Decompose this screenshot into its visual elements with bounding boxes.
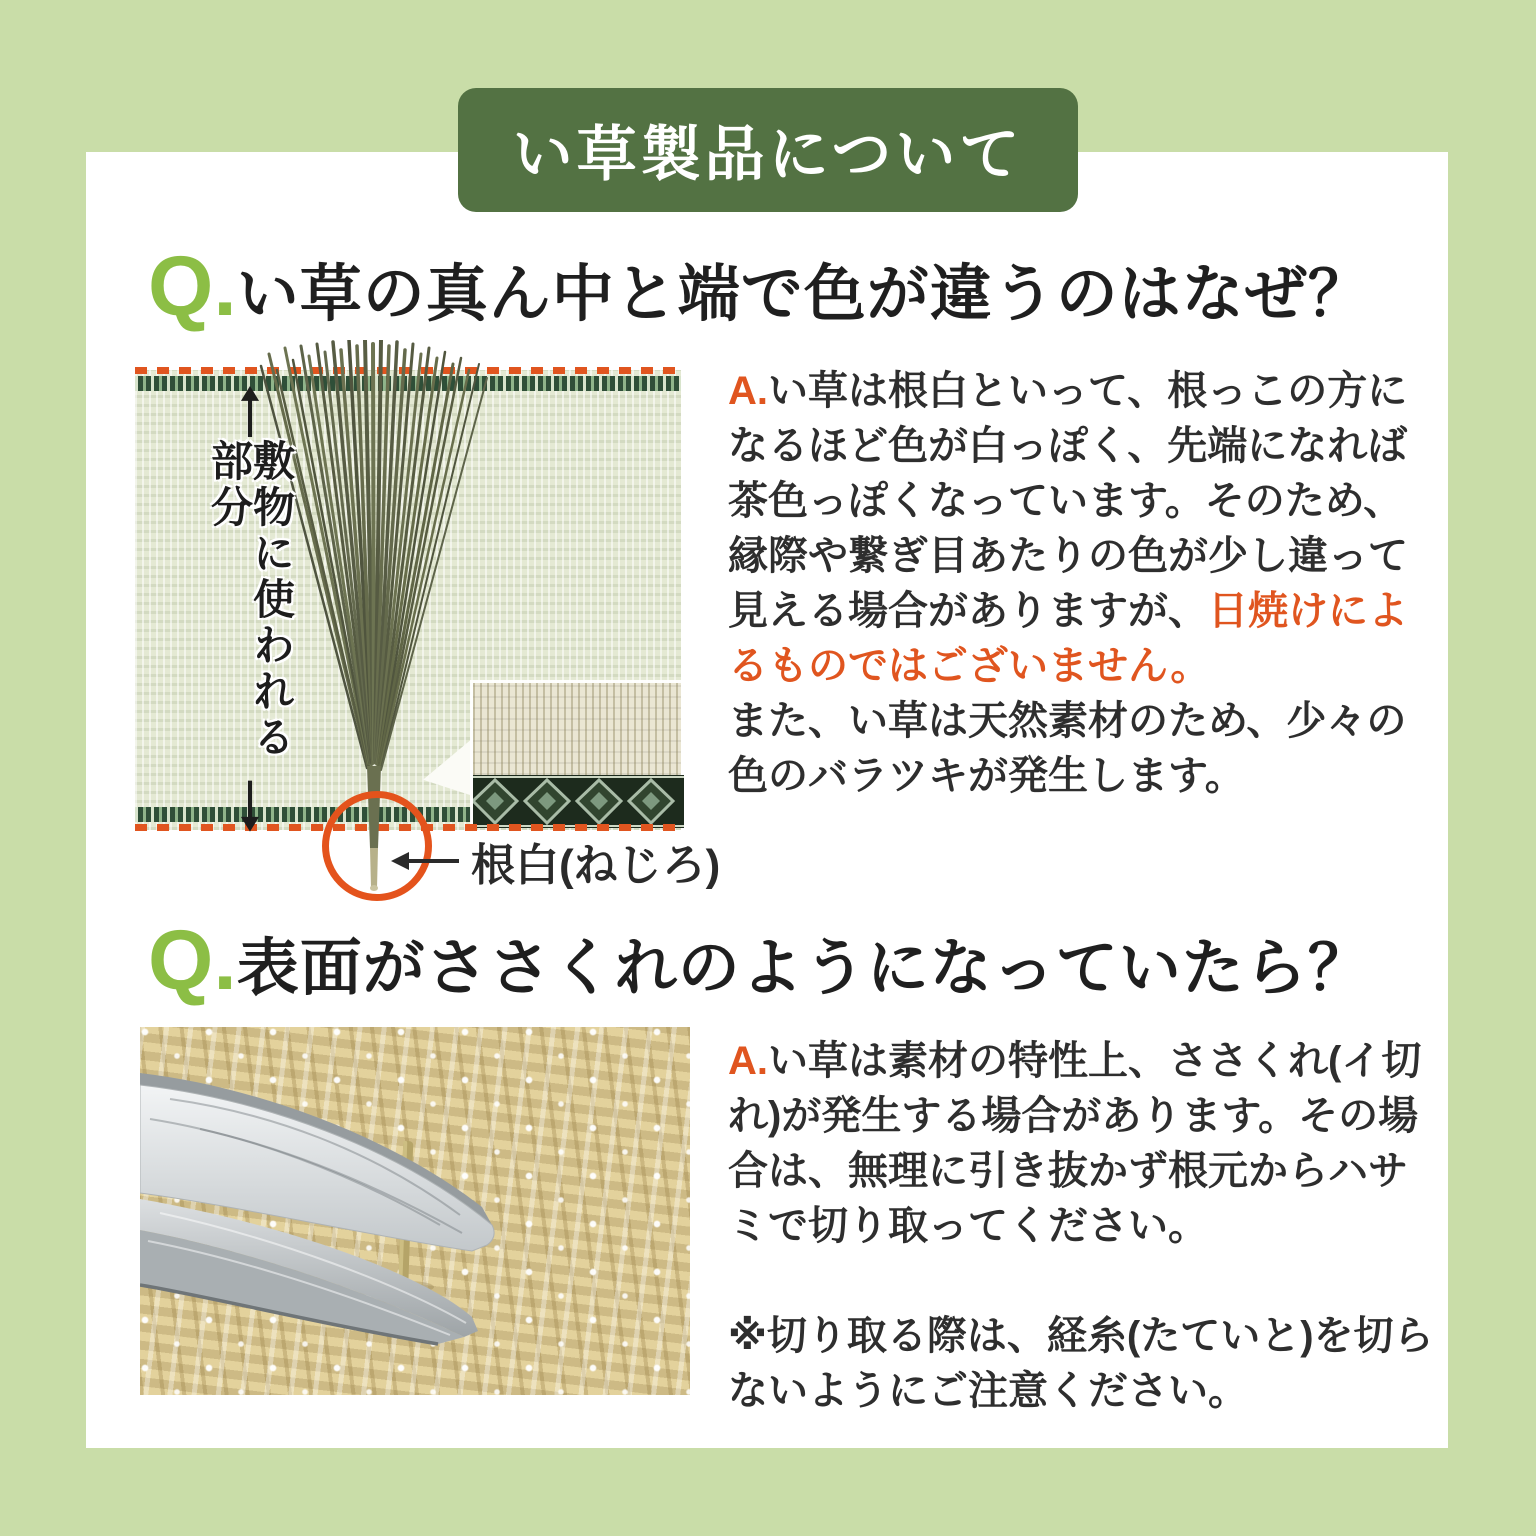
root-label-row [391, 834, 720, 888]
root-label-text: 根白(ねじろ) [471, 841, 721, 890]
scissors-graphic [140, 1027, 690, 1395]
answer-1-paragraph-1 [728, 364, 1438, 694]
q2-question-text: 表面がささくれのようになっていたら？ [236, 934, 1371, 1003]
answer-2-paragraph [728, 1034, 1438, 1254]
tatami-edge-inset-photo [470, 680, 681, 828]
a1-text: い草は根白といって、根っこの方になるほど色が白っぽく、先端になれば茶色っぽくなっています。そのため、縁際や繋ぎ目あたりの色が少し違って見える場合がありますが、 [728, 369, 1408, 633]
q1-q-mark: Q. [148, 239, 237, 333]
answer-2 [728, 1034, 1438, 1419]
section-title-badge [458, 88, 1078, 212]
diamond-pattern-hem [473, 775, 681, 828]
a2-a-mark: A. [728, 1039, 768, 1083]
q2-q-mark: Q. [148, 913, 237, 1007]
arrow-down-icon [232, 779, 268, 832]
question-2-heading [148, 913, 1371, 1007]
scissors-cutting-photo [140, 1027, 690, 1395]
arrow-up-icon [232, 386, 268, 439]
a1-a-mark: A. [728, 369, 768, 413]
sheet-area-label-text: 敷物に使われる部分 [206, 438, 295, 761]
card-content-layer [86, 152, 1448, 1448]
question-1-heading [148, 239, 1371, 333]
a1-highlight-text: 日焼けによるものではございません。 [728, 589, 1408, 688]
arrow-left-icon [391, 849, 461, 873]
answer-1 [728, 364, 1438, 804]
q1-question-text: い草の真ん中と端で色が違うのはなぜ？ [236, 260, 1371, 329]
igusa-diagram [135, 340, 721, 900]
sheet-area-label [207, 386, 293, 832]
answer-1-paragraph-2: また、い草は天然素材のため、少々の色のバラツキが発生します。 [728, 699, 1407, 798]
a2-text: い草は素材の特性上、ささくれ(イ切れ)が発生する場合があります。その場合は、無理に引き抜かず根元からハサミで切り取ってください。 [728, 1039, 1422, 1248]
section-title: い草製品について [512, 121, 1024, 188]
diamond-hem-graphic [473, 775, 684, 828]
answer-2-note: ※切り取る際は、経糸(たていと)を切らないようにご注意ください。 [728, 1314, 1434, 1413]
igusa-fringe-texture [473, 683, 681, 777]
